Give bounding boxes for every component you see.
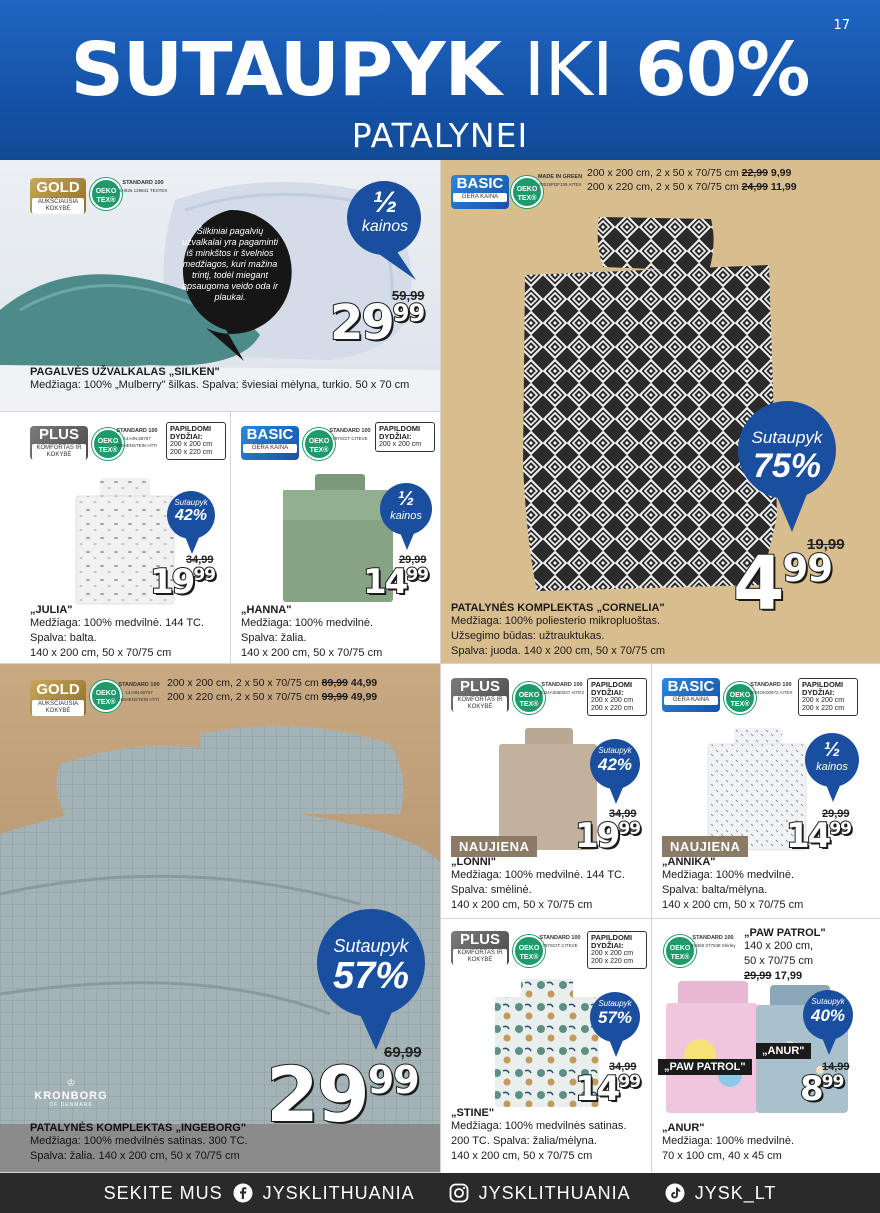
price-main: 8 xyxy=(800,1069,822,1109)
standard-text: STANDARD 100 xyxy=(541,682,583,688)
price-cents: 99 xyxy=(406,565,428,586)
product-name: „HANNA" xyxy=(241,604,292,616)
oeko-tex-icon: OEKO TEX® xyxy=(90,178,122,210)
price xyxy=(150,562,215,608)
paw-patrol-name: „PAW PATROL" xyxy=(744,927,826,939)
product-desc-1: Medžiaga: 100% medvilnės satinas. xyxy=(451,1120,627,1132)
size-2-new-price: 49,99 xyxy=(350,691,378,703)
bubble-text-1: ½ xyxy=(823,739,841,761)
kronborg-logo xyxy=(26,1078,116,1108)
oeko-tex-icon: OEKO TEX® xyxy=(511,176,543,208)
size-row-1 xyxy=(587,166,797,180)
old-price: 19,99 xyxy=(807,536,845,553)
standard-text: STANDARD 100 xyxy=(118,682,160,688)
size-row-2 xyxy=(587,180,797,194)
standard-text: STANDARD 100 xyxy=(122,180,164,186)
old-price: 14,99 xyxy=(822,1061,850,1073)
bubble-text-1: Sutaupyk xyxy=(174,498,208,507)
page-number: 17 xyxy=(833,18,850,33)
product-desc-2: Spalva: balta. xyxy=(30,632,97,644)
plus-badge xyxy=(30,426,88,460)
price-main: 29 xyxy=(330,295,393,351)
price-cents: 99 xyxy=(618,1072,640,1093)
product-ingeborg xyxy=(0,664,441,1173)
bubble-text-2: 42% xyxy=(597,755,633,774)
oeko-tex-icon: OEKO TEX® xyxy=(513,935,545,967)
size-1-new-price: 44,99 xyxy=(350,677,378,689)
standard-code: SH025 129841 TESTEX xyxy=(118,188,168,193)
follow-us-label: SEKITE MUS xyxy=(103,1182,223,1203)
price-cents: 99 xyxy=(618,819,640,840)
extra-size-2: 200 x 220 cm xyxy=(591,958,634,965)
product-silken xyxy=(0,160,441,412)
standard-label xyxy=(118,180,168,194)
paw-patrol-size-2: 50 x 70/75 cm xyxy=(744,955,814,967)
product-cornelia xyxy=(441,160,880,664)
basic-label: BASIC xyxy=(246,426,294,443)
extra-size-1: 200 x 200 cm xyxy=(379,441,422,448)
product-desc-2: Spalva: žalia. 140 x 200 cm, 50 x 70/75 cm xyxy=(30,1150,240,1162)
bubble-text-1: ½ xyxy=(397,488,415,510)
bubble-text-2: 40% xyxy=(810,1006,846,1025)
made-in-green-text: MADE IN GREEN xyxy=(537,174,583,180)
bubble-text-1: Sutaupyk xyxy=(751,428,823,447)
product-desc-2: 70 x 100 cm, 40 x 45 cm xyxy=(662,1150,782,1162)
product-info xyxy=(451,602,871,659)
price-cents: 99 xyxy=(782,547,832,591)
basic-badge xyxy=(662,678,720,712)
product-name: „ANUR" xyxy=(662,1122,705,1134)
size-2-new-price: 11,99 xyxy=(770,181,797,193)
extra-sizes-box xyxy=(166,422,226,460)
gold-badge xyxy=(30,178,86,214)
basic-badge xyxy=(451,175,509,209)
product-name: „JULIA" xyxy=(30,604,73,616)
instagram-icon[interactable] xyxy=(449,1183,469,1203)
product-desc-1: Medžiaga: 100% medvilnė. 144 TC. xyxy=(451,869,626,881)
product-info xyxy=(451,1107,651,1164)
size-2: 200 x 220 cm, 2 x 50 x 70/75 cm xyxy=(587,181,739,193)
extra-size-1: 200 x 200 cm xyxy=(591,697,634,704)
discount-bubble xyxy=(804,732,860,802)
size-1-old-price: 89,99 xyxy=(321,677,348,689)
extra-sizes-title: PAPILDOMI DYDŽIAI: xyxy=(591,933,633,950)
bubble-text-2: kainos xyxy=(816,761,848,773)
bubble-text-1: Sutaupyk xyxy=(811,997,845,1006)
standard-label xyxy=(537,682,587,696)
basic-sublabel: GERA KAINA xyxy=(453,193,507,202)
price-main: 4 xyxy=(733,541,783,627)
oeko-tex-icon: OEKO TEX® xyxy=(664,935,696,967)
product-desc-3: Spalva: juoda. 140 x 200 cm, 50 x 70/75 cm xyxy=(451,645,666,657)
paw-patrol-old-price: 29,99 xyxy=(744,970,772,982)
product-desc-1: Medžiaga: 100% medvilnė. 144 TC. xyxy=(30,617,205,629)
facebook-icon[interactable] xyxy=(233,1183,253,1203)
size-1-new-price: 9,99 xyxy=(770,167,792,179)
size-2-old-price: 99,99 xyxy=(321,691,348,703)
extra-size-2: 200 x 220 cm xyxy=(802,705,845,712)
plus-label: PLUS xyxy=(38,426,79,443)
silk-info-bubble xyxy=(166,206,294,356)
standard-text: STANDARD 100 xyxy=(329,428,371,434)
gold-label: GOLD xyxy=(36,179,80,196)
discount-bubble xyxy=(316,908,426,1048)
headline-part-3: 60% xyxy=(635,27,810,113)
product-name: „LONNI" xyxy=(451,856,496,868)
size-1-old-price: 22,99 xyxy=(741,167,768,179)
product-name: PAGALVĖS UŽVALKALAS „SILKEN" xyxy=(30,366,220,378)
bubble-text-2: 57% xyxy=(597,1008,633,1027)
gold-sublabel: AUKŠČIAUSIA KOKYBĖ xyxy=(32,700,84,716)
product-desc-1: Medžiaga: 100% medvilnė. xyxy=(662,1135,795,1147)
size-2-old-price: 24,99 xyxy=(741,181,768,193)
plus-label: PLUS xyxy=(459,931,500,948)
old-price: 29,99 xyxy=(399,554,427,566)
price xyxy=(363,562,428,608)
old-price: 34,99 xyxy=(609,1061,637,1073)
old-price: 59,99 xyxy=(392,288,425,303)
product-annika xyxy=(652,664,880,919)
footer-social xyxy=(0,1173,880,1213)
price xyxy=(330,296,424,358)
plus-badge xyxy=(451,678,509,712)
price-main: 14 xyxy=(363,562,407,602)
standard-text: STANDARD 100 xyxy=(750,682,792,688)
basic-sublabel: GERA KAINA xyxy=(664,696,718,705)
basic-sublabel: GERA KAINA xyxy=(243,444,297,453)
subheadline: PATALYNEI xyxy=(351,116,529,155)
product-name: „ANNIKA" xyxy=(662,856,716,868)
tiktok-icon[interactable] xyxy=(665,1183,685,1203)
product-desc: Medžiaga: 100% „Mulberry" šilkas. Spalva: šviesiai mėlyna, turkio. 50 x 70 cm xyxy=(30,379,410,391)
basic-badge xyxy=(241,426,299,460)
product-info xyxy=(30,604,225,661)
price xyxy=(800,1069,843,1115)
size-1: 200 x 200 cm, 2 x 50 x 70/75 cm xyxy=(167,677,319,689)
old-price: 34,99 xyxy=(609,808,637,820)
product-desc-2: 200 TC. Spalva: žalia/mėlyna. xyxy=(451,1135,597,1147)
discount-bubble xyxy=(346,180,424,280)
product-desc-2: Spalva: žalia. xyxy=(241,632,307,644)
product-desc-1: Medžiaga: 100% medvilnė. xyxy=(662,869,795,881)
product-info xyxy=(662,856,872,913)
extra-size-1: 200 x 200 cm xyxy=(170,441,213,448)
bubble-text-2: 42% xyxy=(174,507,208,524)
product-name: „STINE" xyxy=(451,1107,495,1119)
product-desc-3: 140 x 200 cm, 50 x 70/75 cm xyxy=(30,647,172,659)
bubble-text-1: Sutaupyk xyxy=(598,999,632,1008)
plus-sublabel: KOMFORTAS IR KOKYBĖ xyxy=(453,696,507,712)
extra-sizes-title: PAPILDOMI DYDŽIAI: xyxy=(802,680,844,697)
standard-label xyxy=(535,935,585,949)
gold-badge xyxy=(30,680,86,716)
plus-label: PLUS xyxy=(459,678,500,695)
product-desc-1: Medžiaga: 100% medvilnės satinas. 300 TC. xyxy=(30,1135,248,1147)
price-cents: 99 xyxy=(829,819,851,840)
product-info xyxy=(241,604,436,661)
product-desc-2: Spalva: smėlinė. xyxy=(451,884,532,896)
label-anur: „ANUR" xyxy=(756,1043,811,1059)
product-desc-3: 140 x 200 cm, 50 x 70/75 cm xyxy=(662,899,804,911)
discount-bubble xyxy=(379,482,433,550)
price-cents: 99 xyxy=(193,565,215,586)
extra-sizes-title: PAPILDOMI DYDŽIAI: xyxy=(379,424,421,441)
oeko-tex-icon: OEKO TEX® xyxy=(90,680,122,712)
product-desc-2: Spalva: balta/mėlyna. xyxy=(662,884,768,896)
size-1: 200 x 200 cm, 2 x 50 x 70/75 cm xyxy=(587,167,739,179)
old-price: 34,99 xyxy=(186,554,214,566)
standard-code: 20519PDF135 AITEX xyxy=(538,182,582,187)
standard-text: STANDARD 100 xyxy=(539,935,581,941)
price-cents: 99 xyxy=(392,299,425,327)
product-desc-1: Medžiaga: 100% medvilnė. xyxy=(241,617,374,629)
discount-bubble xyxy=(589,738,641,804)
standard-code: 2024OK00972 AITEX xyxy=(749,690,793,695)
standard-code: SH460 077638 Shirley xyxy=(690,943,736,948)
price-cents: 99 xyxy=(821,1072,844,1093)
new-tag: NAUJIENA xyxy=(451,836,537,857)
extra-size-2: 200 x 220 cm xyxy=(170,449,213,456)
bubble-text-2: 57% xyxy=(332,955,410,997)
oeko-tex-icon: OEKO TEX® xyxy=(724,682,756,714)
product-name: PATALYNĖS KOMPLEKTAS „CORNELIA" xyxy=(451,602,665,614)
bubble-text-2: kainos xyxy=(390,510,422,522)
price-main: 14 xyxy=(786,816,830,856)
standard-text: STANDARD 100 xyxy=(692,935,734,941)
product-hanna xyxy=(231,412,441,664)
oeko-tex-icon: OEKO TEX® xyxy=(303,428,335,460)
headline-part-2: IKI xyxy=(501,27,636,113)
extra-size-1: 200 x 200 cm xyxy=(802,697,845,704)
size-row-1 xyxy=(167,676,377,690)
brand-name: KRONBORG xyxy=(34,1090,108,1102)
paw-patrol-size-1: 140 x 200 cm, xyxy=(744,940,814,952)
plus-badge xyxy=(451,931,509,965)
price-main: 14 xyxy=(575,1069,619,1109)
gold-sublabel: AUKŠČIAUSIA KOKYBĖ xyxy=(32,198,84,214)
extra-sizes-title: PAPILDOMI DYDŽIAI: xyxy=(170,424,212,441)
price-main: 19 xyxy=(575,816,619,856)
basic-label: BASIC xyxy=(667,678,715,695)
bubble-text-1: Sutaupyk xyxy=(598,746,632,755)
extra-size-1: 200 x 200 cm xyxy=(591,950,634,957)
standard-code: 797SCIT CITEVE xyxy=(542,943,578,948)
made-in-green-label xyxy=(535,174,585,188)
extra-sizes-title: PAPILDOMI DYDŽIAI: xyxy=(591,680,633,697)
standard-label xyxy=(746,682,796,696)
product-info xyxy=(451,856,646,913)
tiktok-link[interactable]: JYSK_LT xyxy=(694,1182,777,1203)
plus-sublabel: KOMFORTAS IR KOKYBĖ xyxy=(453,949,507,965)
product-stine xyxy=(441,919,652,1173)
facebook-link[interactable]: JYSKLITHUANIA xyxy=(262,1182,415,1203)
product-anur xyxy=(652,919,880,1173)
paw-patrol-new-price: 17,99 xyxy=(774,970,803,982)
extra-sizes xyxy=(167,676,377,704)
plus-sublabel: KOMFORTAS IR KOKYBĖ xyxy=(32,444,86,460)
standard-text: STANDARD 100 xyxy=(116,428,158,434)
old-price: 69,99 xyxy=(384,1044,422,1061)
header-banner xyxy=(0,0,880,160)
crown-icon: ♔ xyxy=(66,1078,76,1089)
extra-sizes-box xyxy=(587,931,647,969)
size-2: 200 x 220 cm, 2 x 50 x 70/75 cm xyxy=(167,691,319,703)
discount-bubble xyxy=(737,400,837,530)
extra-sizes xyxy=(587,166,797,194)
new-tag: NAUJIENA xyxy=(662,836,748,857)
oeko-tex-icon: OEKO TEX® xyxy=(92,428,124,460)
standard-code: 14.HIN.68767 HOHENSTEIN HTTI xyxy=(118,690,160,702)
label-paw-patrol: „PAW PATROL" xyxy=(658,1059,752,1075)
standard-code: 797SCIT CITEVE xyxy=(332,436,368,441)
product-desc-3: 140 x 200 cm, 50 x 70/75 cm xyxy=(451,899,593,911)
extra-sizes-box xyxy=(587,678,647,716)
size-row-2 xyxy=(167,690,377,704)
standard-label xyxy=(325,428,375,442)
instagram-link[interactable]: JYSKLITHUANIA xyxy=(478,1182,631,1203)
standard-label xyxy=(114,682,164,703)
bubble-text-1: ½ xyxy=(372,186,398,219)
price-cents: 99 xyxy=(367,1057,419,1102)
standard-label xyxy=(112,428,162,449)
extra-sizes-box xyxy=(375,422,435,452)
brand-subtitle: OF DENMARK xyxy=(49,1102,93,1108)
headline xyxy=(0,28,880,112)
basic-label: BASIC xyxy=(456,175,504,192)
discount-bubble xyxy=(589,991,641,1057)
product-desc-3: 140 x 200 cm, 50 x 70/75 cm xyxy=(451,1150,593,1162)
product-desc-3: 140 x 200 cm, 50 x 70/75 cm xyxy=(241,647,383,659)
extra-sizes-box xyxy=(798,678,858,716)
bubble-text-2: 75% xyxy=(752,447,822,485)
old-price: 29,99 xyxy=(822,808,850,820)
bubble-text-2: kainos xyxy=(361,218,409,235)
extra-size-2: 200 x 220 cm xyxy=(591,705,634,712)
discount-bubble xyxy=(166,490,216,554)
product-desc-2: Užsegimo būdas: užtrauktukas. xyxy=(451,630,605,642)
price-main: 19 xyxy=(150,562,194,602)
bubble-text-1: Sutaupyk xyxy=(333,936,409,956)
standard-label xyxy=(688,935,738,949)
product-julia xyxy=(0,412,231,664)
product-desc-1: Medžiaga: 100% poliesterio mikropluoštas. xyxy=(451,615,661,627)
product-info xyxy=(30,366,430,393)
product-info xyxy=(30,1122,430,1164)
price-main: 29 xyxy=(266,1050,368,1139)
standard-code: 2024A0060037 AITEX xyxy=(539,690,585,695)
oeko-tex-icon: OEKO TEX® xyxy=(513,682,545,714)
gold-label: GOLD xyxy=(36,681,80,698)
headline-part-1: SUTAUPYK xyxy=(70,27,501,113)
product-name: PATALYNĖS KOMPLEKTAS „INGEBORG" xyxy=(30,1122,247,1134)
product-info xyxy=(662,1122,872,1164)
product-lonni xyxy=(441,664,652,919)
silk-info-text: Šilkiniai pagalvių užvalkalai yra pagaminti iš minkštos ir švelnios medžiagos, kuri mažina trintį, todėl miegant apsaugoma veido oda ir plaukai. xyxy=(181,226,279,302)
standard-code: 14.HIN.68767 HOHENSTEIN HTTI xyxy=(116,436,158,448)
discount-bubble xyxy=(802,989,854,1055)
